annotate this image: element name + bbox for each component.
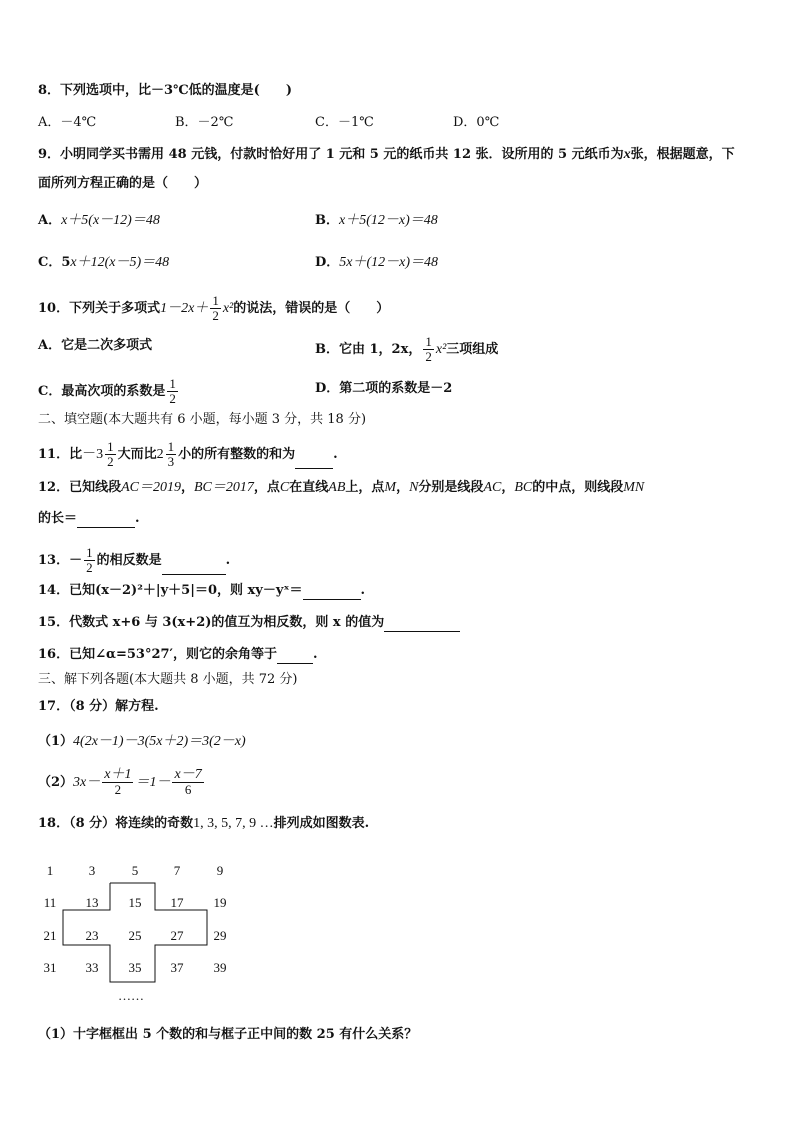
- q13-answer-blank[interactable]: [162, 560, 226, 575]
- q10-option-c-pre: C．最高次项的系数是: [38, 384, 166, 399]
- q17-part2-label: （2）: [38, 775, 74, 790]
- q10-option-c-frac-num: 1: [169, 376, 176, 391]
- grid-cell: 13: [85, 895, 99, 910]
- q17-part1-label: （1）: [38, 734, 74, 749]
- q17-stem: 17．（8 分）解方程.: [38, 699, 159, 714]
- q9-option-a-label: A．: [38, 213, 62, 228]
- section-3-heading: 三、解下列各题(本大题共 8 小题，共 72 分): [38, 672, 298, 687]
- q17-part2-frac1-den: 2: [114, 782, 122, 797]
- grid-cell: 23: [85, 928, 99, 943]
- grid-cell: 9: [216, 863, 224, 878]
- q12-ac2: AC: [483, 480, 502, 495]
- q12-mid3: 上，点: [345, 480, 385, 495]
- q9-option-d: [315, 254, 438, 272]
- q11-post: 小的所有整数的和为: [178, 447, 296, 462]
- q10-option-a: A．它是二次多项式: [38, 338, 153, 353]
- q18-stem-pre: 18．（8 分）将连续的奇数: [38, 816, 194, 831]
- grid-cell: 27: [170, 928, 184, 943]
- q11-n2-frac: [166, 440, 177, 469]
- q18-stem: [38, 815, 369, 833]
- q15-answer-blank[interactable]: [384, 617, 460, 632]
- q16: [38, 646, 318, 664]
- q8-option-c: C．－1℃: [315, 115, 374, 130]
- grid-cell: 3: [88, 863, 96, 878]
- q10-poly-frac-den: 2: [212, 308, 219, 323]
- q12-ac: AC＝2019: [121, 480, 181, 495]
- q17-part1: [38, 733, 246, 751]
- q17-part2-frac1-num: x＋1: [104, 767, 132, 782]
- q12-mn: MN: [623, 480, 645, 495]
- q10-option-c-frac: [167, 377, 178, 406]
- q10-option-b-var: x²: [435, 342, 447, 357]
- q10-option-d: D．第二项的系数是－2: [315, 381, 453, 396]
- q12-bc: BC＝2017: [194, 480, 254, 495]
- q9-option-c-eq: x＋12(x－5)＝48: [70, 255, 170, 270]
- grid-cell: 29: [213, 928, 227, 943]
- q11-n2-whole: 2: [156, 447, 164, 462]
- q9-stem-line2: 面所列方程正确的是（ ）: [38, 176, 208, 191]
- q9-option-d-label: D．: [315, 255, 340, 270]
- grid-cell: 31: [43, 960, 57, 975]
- q9-option-c: [38, 254, 169, 272]
- grid-cell: 17: [170, 895, 184, 910]
- q11-n2-den: 3: [167, 454, 175, 469]
- q17-part2-frac2: [172, 768, 203, 797]
- q12-end: .: [135, 511, 140, 526]
- q9-stem-text: 9．小明同学买书需用 48 元钱，付款时恰好用了 1 元和 5 元的纸币共 12 张．设所用的 5 元纸币为: [38, 147, 624, 162]
- q17-part2-pre: 3x－: [73, 775, 101, 790]
- grid-cell: 1: [46, 863, 54, 878]
- q10-stem-post: 的说法，错误的是（ ）: [233, 301, 390, 316]
- q12-line2: [38, 510, 140, 528]
- q14-answer-blank[interactable]: [303, 585, 361, 600]
- q8-option-d: D．0℃: [453, 115, 500, 130]
- q11-answer-blank[interactable]: [295, 454, 333, 469]
- q9-option-b-label: B．: [315, 213, 339, 228]
- q13-pre: 13．－: [38, 553, 83, 568]
- q17-part2-frac2-den: 6: [184, 782, 192, 797]
- q12-line1: [38, 479, 644, 497]
- q11-pre: 11．比: [38, 447, 83, 462]
- q16-end: .: [313, 647, 318, 662]
- q12-comma2: ，: [396, 480, 410, 495]
- grid-cell: 37: [170, 960, 184, 975]
- q13: [38, 546, 230, 575]
- grid-continuation-dots: ……: [118, 988, 144, 1003]
- q12-line2-text: 的长＝: [38, 511, 78, 526]
- grid-cell: 25: [128, 928, 142, 943]
- q9-option-b: [315, 212, 438, 230]
- q10-option-c-frac-den: 2: [169, 391, 176, 406]
- q13-end: .: [225, 553, 231, 568]
- q12-comma1: ，: [180, 480, 194, 495]
- q11-n1-whole: －3: [82, 447, 104, 462]
- section-2-heading: 二、填空题(本大题共有 6 小题，每小题 3 分，共 18 分): [38, 412, 367, 427]
- q11-n1-den: 2: [107, 454, 114, 469]
- q12-answer-blank[interactable]: [77, 513, 135, 528]
- q12-m: M: [384, 480, 397, 495]
- grid-cell: 11: [43, 895, 57, 910]
- q14-text: 14．已知(x－2)²＋|y＋5|＝0，则 xy－yˣ＝: [38, 583, 303, 598]
- q11-n2-num: 1: [167, 439, 175, 454]
- grid-cell: 5: [131, 863, 139, 878]
- q9-option-b-eq: x＋5(12－x)＝48: [339, 213, 438, 228]
- q10-option-c: [38, 377, 180, 406]
- q12-mid2: 在直线: [289, 480, 329, 495]
- q10-poly-frac-num: 1: [212, 293, 219, 308]
- q12-comma3: ，: [501, 480, 515, 495]
- q14: [38, 582, 365, 600]
- q12-mid4: 分别是线段: [418, 480, 484, 495]
- q10-stem-pre: 10．下列关于多项式: [38, 301, 161, 316]
- q9-stem-end: 张，根据题意，下: [630, 147, 735, 162]
- q17-part2-mid: ＝1－: [135, 775, 171, 790]
- q12-mid: ，点: [253, 480, 280, 495]
- q9-option-d-eq: 5x＋(12－x)＝48: [339, 255, 439, 270]
- q10-option-b-frac-num: 1: [425, 334, 432, 349]
- q11-n1-frac: [105, 440, 116, 469]
- q17-part2-frac1: [102, 768, 133, 797]
- q10-option-b: [315, 335, 498, 364]
- q18-seq: 1, 3, 5, 7, 9 …: [193, 816, 274, 831]
- q14-end: .: [360, 583, 366, 598]
- grid-cell: 15: [128, 895, 142, 910]
- q8-option-a: A．－4℃: [38, 115, 97, 130]
- q12-bc2: BC: [514, 480, 533, 495]
- grid-cell: 7: [173, 863, 181, 878]
- q12-c: C: [279, 480, 290, 495]
- q13-frac-den: 2: [86, 560, 93, 575]
- q18-stem-post: 排列成如图数表.: [273, 816, 370, 831]
- grid-cell: 39: [213, 960, 227, 975]
- q11-n1-num: 1: [107, 439, 114, 454]
- q10-option-b-frac-den: 2: [425, 349, 432, 364]
- q15-text: 15．代数式 x+6 与 3(x+2)的值互为相反数，则 x 的值为: [38, 615, 385, 630]
- q17-part2-frac2-num: x－7: [174, 767, 202, 782]
- q10-option-b-post: 三项组成: [446, 342, 499, 357]
- q10-poly-frac: [210, 294, 221, 323]
- q9-stem-line1: [38, 146, 735, 164]
- q12-ab: AB: [328, 480, 346, 495]
- q16-answer-blank[interactable]: [277, 649, 313, 664]
- q10-stem: [38, 294, 389, 323]
- grid-cell: 19: [213, 895, 227, 910]
- q10-option-b-pre: B．它由 1，2x，: [315, 342, 422, 357]
- q12-pre: 12．已知线段: [38, 480, 122, 495]
- q15: [38, 614, 460, 632]
- q11: [38, 440, 338, 469]
- q9-stem-var: x: [623, 147, 631, 162]
- q13-frac-num: 1: [86, 545, 93, 560]
- q18-subquestion-1: （1）十字框框出 5 个数的和与框子正中间的数 25 有什么关系？: [38, 1027, 418, 1042]
- q16-text: 16．已知∠α=53°27′，则它的余角等于: [38, 647, 277, 662]
- q13-post: 的相反数是: [96, 553, 162, 568]
- q9-option-c-label: C．5: [38, 255, 71, 270]
- grid-cell: 35: [128, 960, 142, 975]
- grid-cell: 33: [85, 960, 99, 975]
- q17-part1-eq: 4(2x－1)－3(5x＋2)＝3(2－x): [73, 734, 246, 749]
- q9-option-a-eq: x＋5(x－12)＝48: [61, 213, 160, 228]
- q12-mid5: 的中点，则线段: [532, 480, 624, 495]
- q8-option-b: B．－2℃: [175, 115, 234, 130]
- q8-stem: 8．下列选项中，比－3℃低的温度是( ): [38, 83, 292, 98]
- q12-n: N: [409, 480, 419, 495]
- q10-option-b-frac: [423, 335, 434, 364]
- q13-frac: [84, 546, 95, 575]
- q11-mid: 大而比: [117, 447, 157, 462]
- q11-end: .: [333, 447, 338, 462]
- q17-part2: [38, 768, 206, 797]
- q10-poly-pre: 1－2x＋: [160, 301, 209, 316]
- number-grid: [30, 855, 270, 985]
- grid-cell: 21: [43, 928, 57, 943]
- q9-option-a: [38, 212, 160, 230]
- q10-poly-post: x²: [222, 301, 234, 316]
